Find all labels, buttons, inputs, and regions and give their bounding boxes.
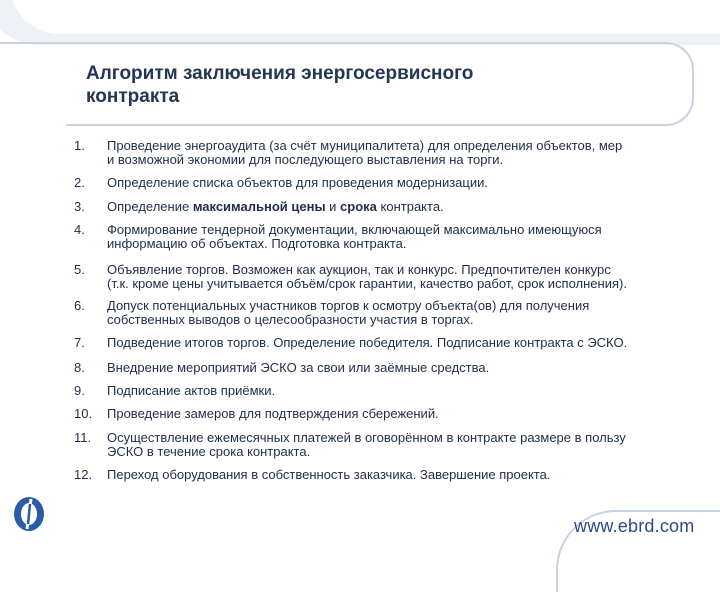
step-number: 7.	[74, 335, 85, 350]
page-title	[86, 62, 646, 108]
step-text-line: Объявление торгов. Возможен как аукцион, так и конкурс. Предпочтителен конкурс	[107, 262, 611, 277]
title-line-2: контракта	[86, 86, 180, 107]
step-text	[107, 336, 714, 350]
step-text-part: Определение	[107, 199, 193, 214]
step-text	[107, 299, 714, 327]
title-frame-line	[0, 42, 70, 44]
step-text-line: Проведение энергоаудита (за счёт муниципалитета) для определения объектов, мер	[107, 138, 623, 153]
header-decor-arc-inner	[10, 0, 720, 34]
step-number: 9.	[74, 383, 85, 398]
step-text-line: Подведение итогов торгов. Определение победителя. Подписание контракта с ЭСКО.	[107, 335, 628, 350]
step-text-line: Формирование тендерной документации, включающей максимально имеющуюся	[107, 222, 602, 237]
step-text-bold: срока	[340, 199, 377, 214]
step-text-line: собственных выводов о целесообразности участия в торгах.	[107, 312, 474, 327]
step-text	[107, 361, 714, 375]
title-line-1: Алгоритм заключения энергосервисного	[86, 63, 474, 84]
step-number: 11.	[74, 430, 92, 445]
website-url: www.ebrd.com	[574, 516, 695, 536]
step-text-line: Внедрение мероприятий ЭСКО за свои или заёмные средства.	[107, 360, 490, 375]
step-text-line: Проведение замеров для подтверждения сбережений.	[107, 406, 439, 421]
step-number: 8.	[74, 360, 85, 375]
step-text-line: информацию об объектах. Подготовка контракта.	[107, 236, 407, 251]
step-text	[107, 176, 714, 190]
step-text	[107, 407, 714, 421]
step-text	[107, 468, 714, 482]
ebrd-logo-icon	[12, 495, 46, 533]
step-number: 3.	[74, 199, 85, 214]
step-text-line: Подписание актов приёмки.	[107, 383, 276, 398]
step-text-line: (т.к. кроме цены учитывается объём/срок гарантии, качество работ, срок исполнения).	[107, 276, 627, 291]
step-text-bold: максимальной цены	[192, 199, 326, 214]
step-text-line: Осуществление ежемесячных платежей в оговорённом в контракте размере в пользу	[107, 430, 626, 445]
step-text	[107, 200, 714, 214]
step-number: 12.	[74, 467, 93, 482]
step-text	[107, 139, 714, 167]
step-text	[107, 431, 714, 459]
step-text-line: Допуск потенциальных участников торгов к осмотру объекта(ов) для получения	[107, 298, 590, 313]
step-number: 1.	[74, 138, 85, 153]
step-text	[107, 223, 714, 251]
step-text	[107, 384, 714, 398]
step-number: 6.	[74, 298, 85, 313]
step-number: 4.	[74, 222, 85, 237]
step-text-line: Переход оборудования в собственность заказчика. Завершение проекта.	[107, 467, 551, 482]
step-text-line: ЭСКО в течение срока контракта.	[107, 444, 311, 459]
step-number: 10.	[74, 406, 93, 421]
step-text-part: контракта.	[376, 199, 444, 214]
step-text	[107, 263, 714, 291]
step-text-part: и	[325, 199, 341, 214]
step-number: 2.	[74, 175, 85, 190]
step-number: 5.	[74, 262, 85, 277]
step-text-line: и возможной экономии для последующего выставления на торги.	[107, 152, 504, 167]
step-text-line: Определение списка объектов для проведения модернизации.	[107, 175, 488, 190]
